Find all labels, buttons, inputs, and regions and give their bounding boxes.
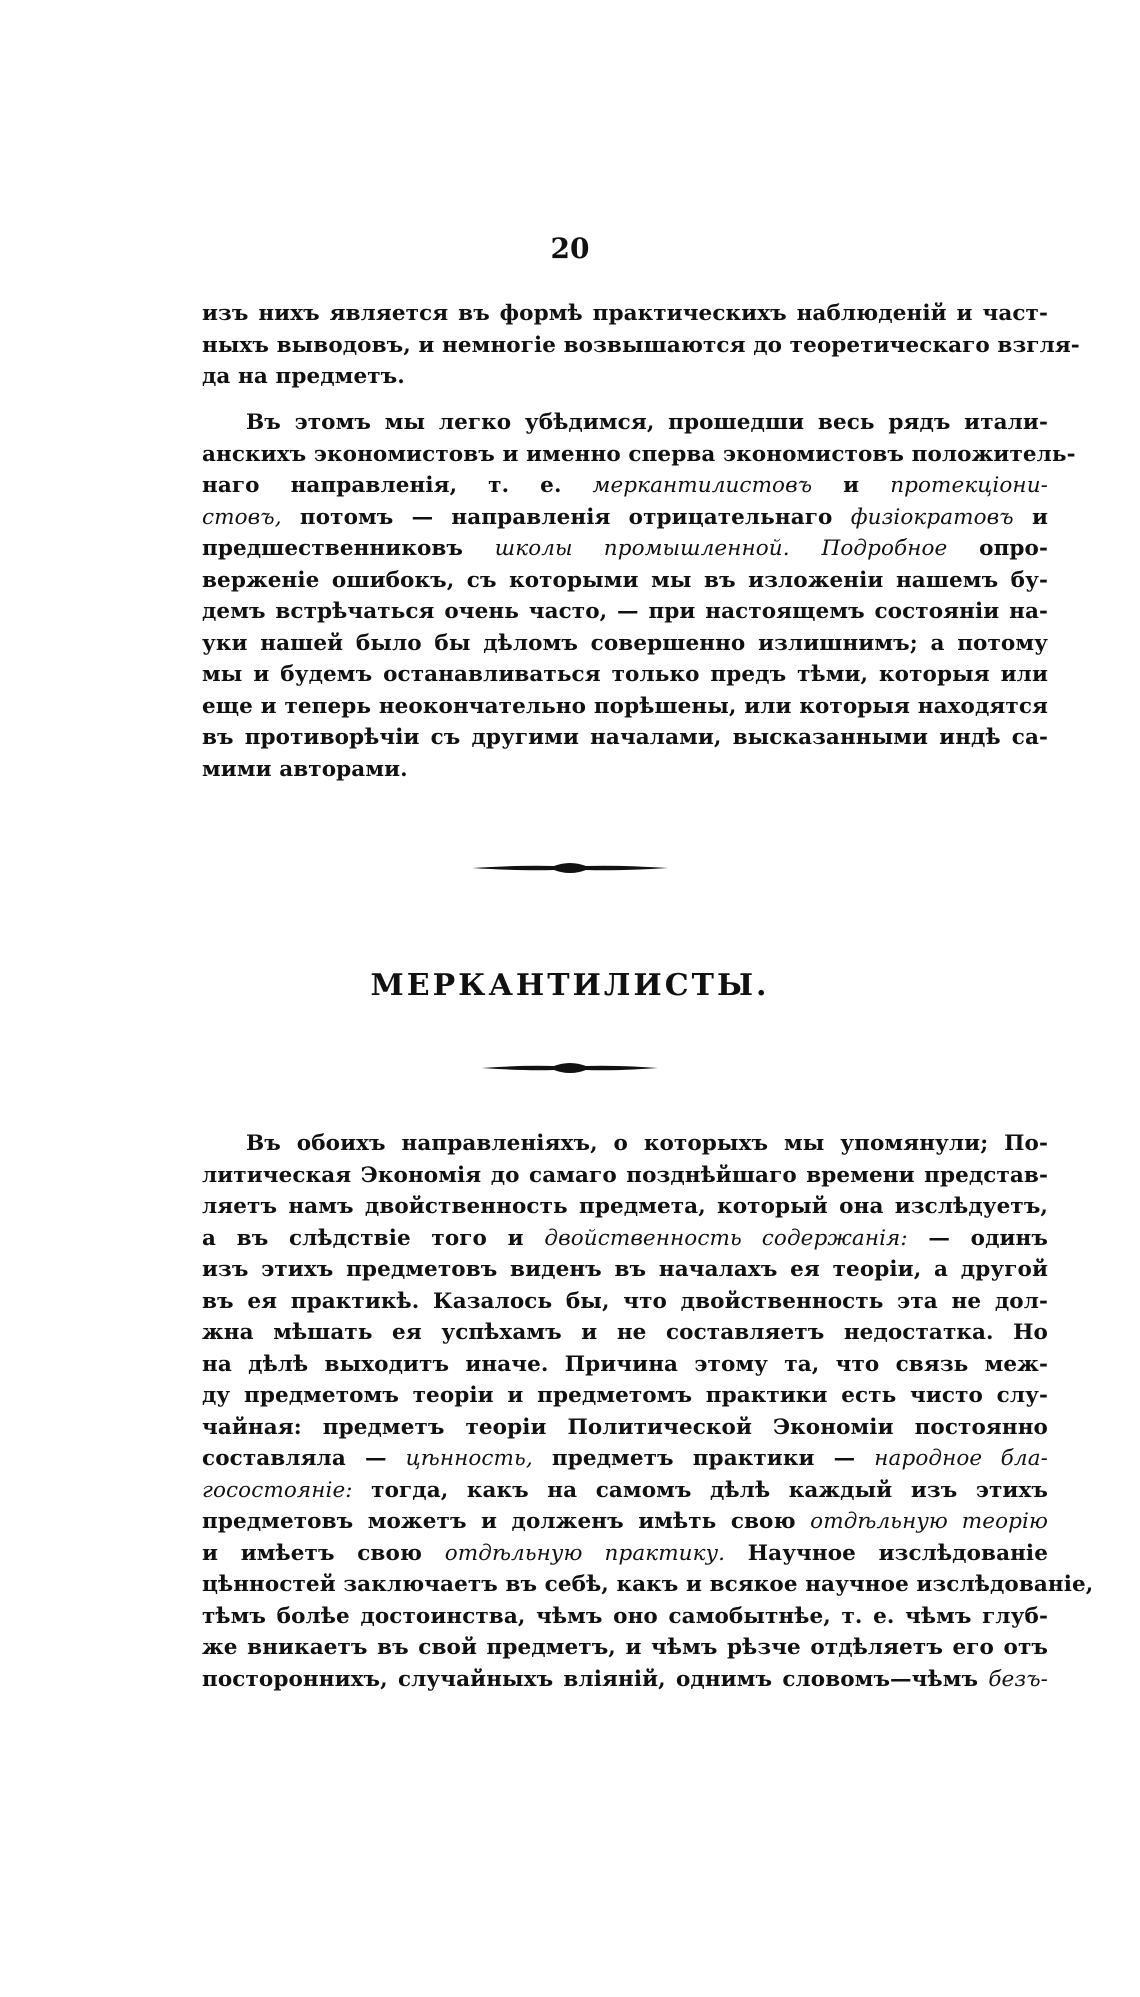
- text-line: Въ обоихъ направленіяхъ, о которыхъ мы упомянули; По-: [246, 1131, 1048, 1156]
- text-line: же вникаетъ въ свой предметъ, и чѣмъ рѣзче отдѣляетъ его отъ: [202, 1635, 1048, 1660]
- text-line: на дѣлѣ выходитъ иначе. Причина этому та, что связь меж-: [202, 1351, 1048, 1377]
- decorative-divider-top: [0, 860, 1140, 879]
- text-line: уки нашей было бы дѣломъ совершенно излишнимъ; а потому: [202, 630, 1048, 656]
- text-line: демъ встрѣчаться очень часто, — при настоящемъ состояніи на-: [202, 599, 1048, 624]
- paragraph-continued: [202, 298, 1080, 393]
- text-line: составляла — цѣнность, предметъ практики — народное бла-: [202, 1446, 1048, 1471]
- paragraph-mercantilists: [202, 1128, 1094, 1695]
- text-line: стовъ, потомъ — направленія отрицательнаго физіократовъ и: [202, 504, 1048, 530]
- ornament-icon: [480, 1061, 660, 1075]
- text-line: постороннихъ, случайныхъ вліяній, однимъ словомъ—чѣмъ безъ-: [202, 1666, 1048, 1692]
- text-line: анскихъ экономистовъ и именно сперва экономистовъ положитель-: [202, 441, 1076, 467]
- text-line: предметовъ можетъ и долженъ имѣть свою отдѣльную теорію: [202, 1509, 1048, 1534]
- paragraph-italian-economists: [202, 407, 1076, 785]
- text-line: наго направленія, т. е. меркантилистовъ и протекціони-: [202, 473, 1049, 498]
- text-line: мы и будемъ останавливаться только предъ тѣми, которыя или: [202, 662, 1048, 687]
- ornament-icon: [470, 861, 670, 875]
- text-line: изъ этихъ предметовъ виденъ въ началахъ ея теоріи, а другой: [202, 1257, 1048, 1282]
- text-line: предшественниковъ школы промышленной. Подробное опро-: [202, 536, 1049, 561]
- text-line: еще и теперь неокончательно порѣшены, или которыя находятся: [202, 693, 1048, 719]
- text-line: ныхъ выводовъ, и немногіе возвышаются до теоретическаго взгля-: [202, 332, 1080, 358]
- text-line: въ ея практикѣ. Казалось бы, что двойственность эта не дол-: [202, 1288, 1048, 1314]
- text-line: жна мѣшать ея успѣхамъ и не составляетъ недостатка. Но: [202, 1320, 1048, 1345]
- text-line: а въ слѣдствіе того и двойственность содержанія: — одинъ: [202, 1225, 1048, 1251]
- text-line: верженіе ошибокъ, съ которыми мы въ изложеніи нашемъ бу-: [202, 567, 1048, 593]
- text-line: да на предметъ.: [202, 364, 405, 389]
- text-line: изъ нихъ является въ формѣ практическихъ наблюденій и част-: [202, 301, 1048, 326]
- text-line: госостояніе: тогда, какъ на самомъ дѣлѣ каждый изъ этихъ: [202, 1477, 1048, 1503]
- text-line: Въ этомъ мы легко убѣдимся, прошедши весь рядъ итали-: [246, 410, 1048, 435]
- text-line: ду предметомъ теоріи и предметомъ практики есть чисто слу-: [202, 1383, 1048, 1408]
- page-number: 20: [550, 232, 590, 265]
- text-line: тѣмъ болѣе достоинства, чѣмъ оно самобытнѣе, т. е. чѣмъ глуб-: [202, 1603, 1048, 1629]
- text-line: цѣнностей заключаетъ въ себѣ, какъ и всякое научное изслѣдованіе,: [202, 1572, 1094, 1597]
- text-line: мими авторами.: [202, 756, 408, 782]
- text-line: въ противорѣчіи съ другими началами, высказанными индѣ са-: [202, 725, 1048, 750]
- text-line: ляетъ намъ двойственность предмета, который она изслѣдуетъ,: [202, 1194, 1048, 1219]
- text-line: чайная: предметъ теоріи Политической Экономіи постоянно: [202, 1414, 1048, 1440]
- text-line: литическая Экономія до самаго позднѣйшаго времени представ-: [202, 1162, 1048, 1188]
- text-line: и имѣетъ свою отдѣльную практику. Научное изслѣдованіе: [202, 1540, 1048, 1566]
- decorative-divider-bottom: [0, 1060, 1140, 1079]
- section-title: МЕРКАНТИЛИСТЫ.: [370, 968, 770, 1003]
